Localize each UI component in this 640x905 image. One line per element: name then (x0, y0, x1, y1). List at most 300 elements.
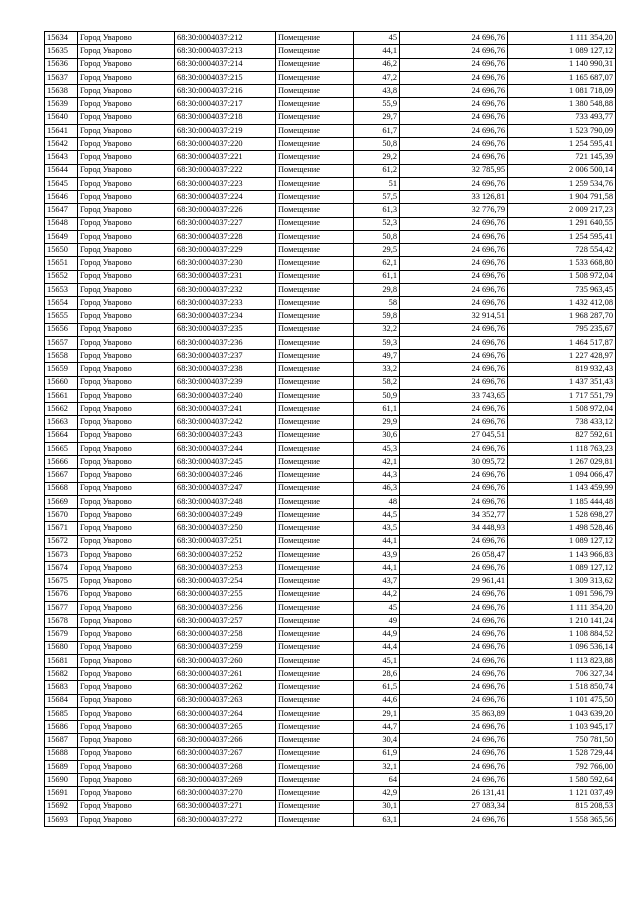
row-number-cell: 15657 (45, 336, 78, 349)
table-row (45, 403, 616, 416)
specific-value-cell: 24 696,76 (400, 747, 508, 760)
cadastral-value-cell: 1 254 595,41 (508, 138, 616, 151)
table-row (45, 469, 616, 482)
cadastral-value-cell: 750 781,50 (508, 734, 616, 747)
row-number-cell: 15667 (45, 469, 78, 482)
table-row (45, 124, 616, 137)
cadastral-number-cell: 68:30:0004037:265 (175, 721, 276, 734)
object-type-cell: Помещение (276, 694, 354, 707)
specific-value-cell: 24 696,76 (400, 734, 508, 747)
specific-value-cell: 24 696,76 (400, 615, 508, 628)
object-type-cell: Помещение (276, 244, 354, 257)
area-cell: 59,8 (354, 310, 400, 323)
table-row (45, 813, 616, 826)
row-number-cell: 15676 (45, 588, 78, 601)
area-cell: 61,5 (354, 681, 400, 694)
row-number-cell: 15677 (45, 601, 78, 614)
row-number-cell: 15666 (45, 456, 78, 469)
object-type-cell: Помещение (276, 151, 354, 164)
specific-value-cell: 24 696,76 (400, 654, 508, 667)
object-type-cell: Помещение (276, 456, 354, 469)
object-type-cell: Помещение (276, 297, 354, 310)
cadastral-value-cell: 1 437 351,43 (508, 376, 616, 389)
cadastral-value-cell: 1 140 990,31 (508, 58, 616, 71)
cadastral-number-cell: 68:30:0004037:226 (175, 204, 276, 217)
object-type-cell: Помещение (276, 58, 354, 71)
object-type-cell: Помещение (276, 747, 354, 760)
cadastral-number-cell: 68:30:0004037:235 (175, 323, 276, 336)
cadastral-value-cell: 795 235,67 (508, 323, 616, 336)
area-cell: 57,5 (354, 191, 400, 204)
row-number-cell: 15692 (45, 800, 78, 813)
locality-cell: Город Уварово (78, 721, 175, 734)
specific-value-cell: 24 696,76 (400, 71, 508, 84)
cadastral-number-cell: 68:30:0004037:251 (175, 535, 276, 548)
locality-cell: Город Уварово (78, 177, 175, 190)
locality-cell: Город Уварово (78, 257, 175, 270)
area-cell: 58 (354, 297, 400, 310)
object-type-cell: Помещение (276, 707, 354, 720)
object-type-cell: Помещение (276, 641, 354, 654)
area-cell: 48 (354, 495, 400, 508)
object-type-cell: Помещение (276, 668, 354, 681)
cadastral-value-cell: 1 558 365,56 (508, 813, 616, 826)
row-number-cell: 15658 (45, 350, 78, 363)
object-type-cell: Помещение (276, 442, 354, 455)
cadastral-number-cell: 68:30:0004037:261 (175, 668, 276, 681)
locality-cell: Город Уварово (78, 442, 175, 455)
cadastral-number-cell: 68:30:0004037:232 (175, 283, 276, 296)
cadastral-number-cell: 68:30:0004037:249 (175, 509, 276, 522)
cadastral-value-cell: 1 291 640,55 (508, 217, 616, 230)
locality-cell: Город Уварово (78, 495, 175, 508)
object-type-cell: Помещение (276, 575, 354, 588)
specific-value-cell: 24 696,76 (400, 244, 508, 257)
cadastral-number-cell: 68:30:0004037:237 (175, 350, 276, 363)
row-number-cell: 15642 (45, 138, 78, 151)
object-type-cell: Помещение (276, 628, 354, 641)
specific-value-cell: 32 914,51 (400, 310, 508, 323)
locality-cell: Город Уварово (78, 628, 175, 641)
cadastral-value-cell: 1 464 517,87 (508, 336, 616, 349)
area-cell: 44,7 (354, 721, 400, 734)
table-row (45, 522, 616, 535)
cadastral-value-cell: 1 096 536,14 (508, 641, 616, 654)
cadastral-value-cell: 1 091 596,79 (508, 588, 616, 601)
row-number-cell: 15640 (45, 111, 78, 124)
locality-cell: Город Уварово (78, 297, 175, 310)
table-row (45, 429, 616, 442)
cadastral-value-cell: 1 309 313,62 (508, 575, 616, 588)
locality-cell: Город Уварово (78, 707, 175, 720)
specific-value-cell: 32 785,95 (400, 164, 508, 177)
specific-value-cell: 24 696,76 (400, 32, 508, 45)
table-row (45, 283, 616, 296)
area-cell: 45 (354, 601, 400, 614)
cadastral-number-cell: 68:30:0004037:262 (175, 681, 276, 694)
cadastral-number-cell: 68:30:0004037:214 (175, 58, 276, 71)
locality-cell: Город Уварово (78, 509, 175, 522)
specific-value-cell: 33 743,65 (400, 389, 508, 402)
table-row (45, 601, 616, 614)
cadastral-number-cell: 68:30:0004037:242 (175, 416, 276, 429)
locality-cell: Город Уварово (78, 813, 175, 826)
locality-cell: Город Уварово (78, 85, 175, 98)
locality-cell: Город Уварово (78, 615, 175, 628)
cadastral-number-cell: 68:30:0004037:238 (175, 363, 276, 376)
object-type-cell: Помещение (276, 389, 354, 402)
locality-cell: Город Уварово (78, 323, 175, 336)
locality-cell: Город Уварово (78, 734, 175, 747)
table-row (45, 800, 616, 813)
table-row (45, 257, 616, 270)
row-number-cell: 15661 (45, 389, 78, 402)
row-number-cell: 15672 (45, 535, 78, 548)
area-cell: 44,2 (354, 588, 400, 601)
object-type-cell: Помещение (276, 217, 354, 230)
cadastral-value-cell: 1 118 763,23 (508, 442, 616, 455)
cadastral-value-cell: 1 533 668,80 (508, 257, 616, 270)
cadastral-value-cell: 1 717 551,79 (508, 389, 616, 402)
table-row (45, 350, 616, 363)
area-cell: 55,9 (354, 98, 400, 111)
object-type-cell: Помещение (276, 230, 354, 243)
area-cell: 33,2 (354, 363, 400, 376)
table-row (45, 138, 616, 151)
row-number-cell: 15671 (45, 522, 78, 535)
cadastral-number-cell: 68:30:0004037:256 (175, 601, 276, 614)
object-type-cell: Помещение (276, 681, 354, 694)
locality-cell: Город Уварово (78, 376, 175, 389)
cadastral-value-cell: 1 111 354,20 (508, 32, 616, 45)
object-type-cell: Помещение (276, 98, 354, 111)
cadastral-number-cell: 68:30:0004037:259 (175, 641, 276, 654)
row-number-cell: 15680 (45, 641, 78, 654)
area-cell: 46,3 (354, 482, 400, 495)
cadastral-value-cell: 1 904 791,58 (508, 191, 616, 204)
cadastral-value-cell: 721 145,39 (508, 151, 616, 164)
locality-cell: Город Уварово (78, 469, 175, 482)
cadastral-value-cell: 1 103 945,17 (508, 721, 616, 734)
table-row (45, 787, 616, 800)
cadastral-value-cell: 819 932,43 (508, 363, 616, 376)
locality-cell: Город Уварово (78, 562, 175, 575)
object-type-cell: Помещение (276, 336, 354, 349)
object-type-cell: Помещение (276, 734, 354, 747)
object-type-cell: Помещение (276, 403, 354, 416)
table-row (45, 58, 616, 71)
row-number-cell: 15636 (45, 58, 78, 71)
table-row (45, 376, 616, 389)
row-number-cell: 15662 (45, 403, 78, 416)
locality-cell: Город Уварово (78, 336, 175, 349)
cadastral-value-cell: 1 968 287,70 (508, 310, 616, 323)
row-number-cell: 15670 (45, 509, 78, 522)
area-cell: 61,9 (354, 747, 400, 760)
row-number-cell: 15678 (45, 615, 78, 628)
table-row (45, 297, 616, 310)
area-cell: 28,6 (354, 668, 400, 681)
cadastral-number-cell: 68:30:0004037:239 (175, 376, 276, 389)
locality-cell: Город Уварово (78, 774, 175, 787)
cadastral-number-cell: 68:30:0004037:267 (175, 747, 276, 760)
specific-value-cell: 24 696,76 (400, 721, 508, 734)
area-cell: 45,1 (354, 654, 400, 667)
object-type-cell: Помещение (276, 615, 354, 628)
cadastral-value-cell: 1 528 698,27 (508, 509, 616, 522)
row-number-cell: 15668 (45, 482, 78, 495)
object-type-cell: Помещение (276, 164, 354, 177)
locality-cell: Город Уварово (78, 191, 175, 204)
area-cell: 47,2 (354, 71, 400, 84)
table-row (45, 535, 616, 548)
locality-cell: Город Уварово (78, 244, 175, 257)
row-number-cell: 15679 (45, 628, 78, 641)
locality-cell: Город Уварово (78, 760, 175, 773)
specific-value-cell: 24 696,76 (400, 628, 508, 641)
area-cell: 44,1 (354, 45, 400, 58)
table-row (45, 244, 616, 257)
cadastral-number-cell: 68:30:0004037:244 (175, 442, 276, 455)
locality-cell: Город Уварово (78, 681, 175, 694)
locality-cell: Город Уварово (78, 654, 175, 667)
cadastral-number-cell: 68:30:0004037:231 (175, 270, 276, 283)
row-number-cell: 15644 (45, 164, 78, 177)
locality-cell: Город Уварово (78, 800, 175, 813)
table-row (45, 32, 616, 45)
cadastral-value-cell: 1 165 687,07 (508, 71, 616, 84)
area-cell: 32,2 (354, 323, 400, 336)
table-row (45, 721, 616, 734)
row-number-cell: 15663 (45, 416, 78, 429)
object-type-cell: Помещение (276, 588, 354, 601)
row-number-cell: 15673 (45, 548, 78, 561)
row-number-cell: 15674 (45, 562, 78, 575)
object-type-cell: Помещение (276, 124, 354, 137)
table-row (45, 548, 616, 561)
row-number-cell: 15683 (45, 681, 78, 694)
table-row (45, 98, 616, 111)
table-row (45, 177, 616, 190)
object-type-cell: Помещение (276, 32, 354, 45)
area-cell: 61,7 (354, 124, 400, 137)
specific-value-cell: 24 696,76 (400, 403, 508, 416)
object-type-cell: Помещение (276, 509, 354, 522)
table-row (45, 389, 616, 402)
table-row (45, 217, 616, 230)
cadastral-value-cell: 1 143 966,83 (508, 548, 616, 561)
cadastral-value-cell: 1 089 127,12 (508, 562, 616, 575)
cadastral-value-cell: 2 006 500,14 (508, 164, 616, 177)
object-type-cell: Помещение (276, 177, 354, 190)
area-cell: 42,1 (354, 456, 400, 469)
table-row (45, 363, 616, 376)
area-cell: 63,1 (354, 813, 400, 826)
row-number-cell: 15638 (45, 85, 78, 98)
cadastral-number-cell: 68:30:0004037:268 (175, 760, 276, 773)
cadastral-number-cell: 68:30:0004037:264 (175, 707, 276, 720)
specific-value-cell: 24 696,76 (400, 588, 508, 601)
area-cell: 49,7 (354, 350, 400, 363)
specific-value-cell: 34 448,93 (400, 522, 508, 535)
cadastral-value-cell: 1 089 127,12 (508, 45, 616, 58)
table-row (45, 641, 616, 654)
area-cell: 43,9 (354, 548, 400, 561)
cadastral-number-cell: 68:30:0004037:252 (175, 548, 276, 561)
cadastral-value-cell: 1 113 823,88 (508, 654, 616, 667)
cadastral-value-cell: 1 210 141,24 (508, 615, 616, 628)
specific-value-cell: 24 696,76 (400, 601, 508, 614)
row-number-cell: 15647 (45, 204, 78, 217)
object-type-cell: Помещение (276, 495, 354, 508)
area-cell: 46,2 (354, 58, 400, 71)
cadastral-value-table (44, 31, 616, 827)
cadastral-number-cell: 68:30:0004037:215 (175, 71, 276, 84)
row-number-cell: 15690 (45, 774, 78, 787)
locality-cell: Город Уварово (78, 111, 175, 124)
table-row (45, 416, 616, 429)
cadastral-value-cell: 1 143 459,99 (508, 482, 616, 495)
locality-cell: Город Уварово (78, 151, 175, 164)
cadastral-value-cell: 1 121 037,49 (508, 787, 616, 800)
area-cell: 61,2 (354, 164, 400, 177)
area-cell: 51 (354, 177, 400, 190)
locality-cell: Город Уварово (78, 389, 175, 402)
table-row (45, 230, 616, 243)
cadastral-value-cell: 1 267 029,81 (508, 456, 616, 469)
locality-cell: Город Уварово (78, 350, 175, 363)
area-cell: 61,1 (354, 270, 400, 283)
row-number-cell: 15688 (45, 747, 78, 760)
row-number-cell: 15639 (45, 98, 78, 111)
locality-cell: Город Уварово (78, 124, 175, 137)
row-number-cell: 15645 (45, 177, 78, 190)
object-type-cell: Помещение (276, 204, 354, 217)
object-type-cell: Помещение (276, 85, 354, 98)
cadastral-value-cell: 1 227 428,97 (508, 350, 616, 363)
cadastral-value-cell: 1 089 127,12 (508, 535, 616, 548)
cadastral-value-cell: 1 432 412,08 (508, 297, 616, 310)
specific-value-cell: 24 696,76 (400, 774, 508, 787)
specific-value-cell: 24 696,76 (400, 681, 508, 694)
row-number-cell: 15656 (45, 323, 78, 336)
cadastral-number-cell: 68:30:0004037:236 (175, 336, 276, 349)
locality-cell: Город Уварово (78, 429, 175, 442)
area-cell: 62,1 (354, 257, 400, 270)
row-number-cell: 15691 (45, 787, 78, 800)
table-row (45, 681, 616, 694)
locality-cell: Город Уварово (78, 787, 175, 800)
locality-cell: Город Уварово (78, 403, 175, 416)
area-cell: 50,8 (354, 230, 400, 243)
area-cell: 30,6 (354, 429, 400, 442)
specific-value-cell: 24 696,76 (400, 813, 508, 826)
specific-value-cell: 29 961,41 (400, 575, 508, 588)
cadastral-number-cell: 68:30:0004037:250 (175, 522, 276, 535)
cadastral-number-cell: 68:30:0004037:223 (175, 177, 276, 190)
locality-cell: Город Уварово (78, 32, 175, 45)
object-type-cell: Помещение (276, 416, 354, 429)
cadastral-value-cell: 1 580 592,64 (508, 774, 616, 787)
table-row (45, 71, 616, 84)
cadastral-value-cell: 1 523 790,09 (508, 124, 616, 137)
cadastral-number-cell: 68:30:0004037:263 (175, 694, 276, 707)
specific-value-cell: 24 696,76 (400, 416, 508, 429)
row-number-cell: 15665 (45, 442, 78, 455)
specific-value-cell: 34 352,77 (400, 509, 508, 522)
cadastral-value-cell: 1 380 548,88 (508, 98, 616, 111)
cadastral-number-cell: 68:30:0004037:220 (175, 138, 276, 151)
object-type-cell: Помещение (276, 787, 354, 800)
row-number-cell: 15684 (45, 694, 78, 707)
cadastral-number-cell: 68:30:0004037:255 (175, 588, 276, 601)
cadastral-number-cell: 68:30:0004037:229 (175, 244, 276, 257)
cadastral-number-cell: 68:30:0004037:253 (175, 562, 276, 575)
row-number-cell: 15650 (45, 244, 78, 257)
cadastral-number-cell: 68:30:0004037:243 (175, 429, 276, 442)
table-row (45, 270, 616, 283)
table-row (45, 774, 616, 787)
row-number-cell: 15643 (45, 151, 78, 164)
locality-cell: Город Уварово (78, 416, 175, 429)
cadastral-value-cell: 815 208,53 (508, 800, 616, 813)
area-cell: 44,5 (354, 509, 400, 522)
area-cell: 44,6 (354, 694, 400, 707)
row-number-cell: 15659 (45, 363, 78, 376)
cadastral-value-cell: 1 528 729,44 (508, 747, 616, 760)
row-number-cell: 15652 (45, 270, 78, 283)
specific-value-cell: 24 696,76 (400, 98, 508, 111)
row-number-cell: 15693 (45, 813, 78, 826)
row-number-cell: 15654 (45, 297, 78, 310)
row-number-cell: 15664 (45, 429, 78, 442)
object-type-cell: Помещение (276, 111, 354, 124)
table-row (45, 456, 616, 469)
specific-value-cell: 35 863,89 (400, 707, 508, 720)
cadastral-number-cell: 68:30:0004037:222 (175, 164, 276, 177)
specific-value-cell: 24 696,76 (400, 217, 508, 230)
specific-value-cell: 24 696,76 (400, 177, 508, 190)
table-row (45, 111, 616, 124)
cadastral-number-cell: 68:30:0004037:258 (175, 628, 276, 641)
cadastral-number-cell: 68:30:0004037:246 (175, 469, 276, 482)
object-type-cell: Помещение (276, 270, 354, 283)
object-type-cell: Помещение (276, 469, 354, 482)
table-row (45, 615, 616, 628)
table-row (45, 323, 616, 336)
locality-cell: Город Уварово (78, 668, 175, 681)
cadastral-number-cell: 68:30:0004037:219 (175, 124, 276, 137)
specific-value-cell: 24 696,76 (400, 760, 508, 773)
locality-cell: Город Уварово (78, 283, 175, 296)
cadastral-value-cell: 728 554,42 (508, 244, 616, 257)
locality-cell: Город Уварово (78, 588, 175, 601)
object-type-cell: Помещение (276, 45, 354, 58)
area-cell: 52,3 (354, 217, 400, 230)
specific-value-cell: 24 696,76 (400, 562, 508, 575)
cadastral-value-cell: 735 963,45 (508, 283, 616, 296)
cadastral-value-cell: 706 327,34 (508, 668, 616, 681)
area-cell: 30,1 (354, 800, 400, 813)
area-cell: 58,2 (354, 376, 400, 389)
object-type-cell: Помещение (276, 562, 354, 575)
specific-value-cell: 24 696,76 (400, 376, 508, 389)
cadastral-value-cell: 1 101 475,50 (508, 694, 616, 707)
specific-value-cell: 24 696,76 (400, 111, 508, 124)
row-number-cell: 15681 (45, 654, 78, 667)
object-type-cell: Помещение (276, 548, 354, 561)
row-number-cell: 15675 (45, 575, 78, 588)
